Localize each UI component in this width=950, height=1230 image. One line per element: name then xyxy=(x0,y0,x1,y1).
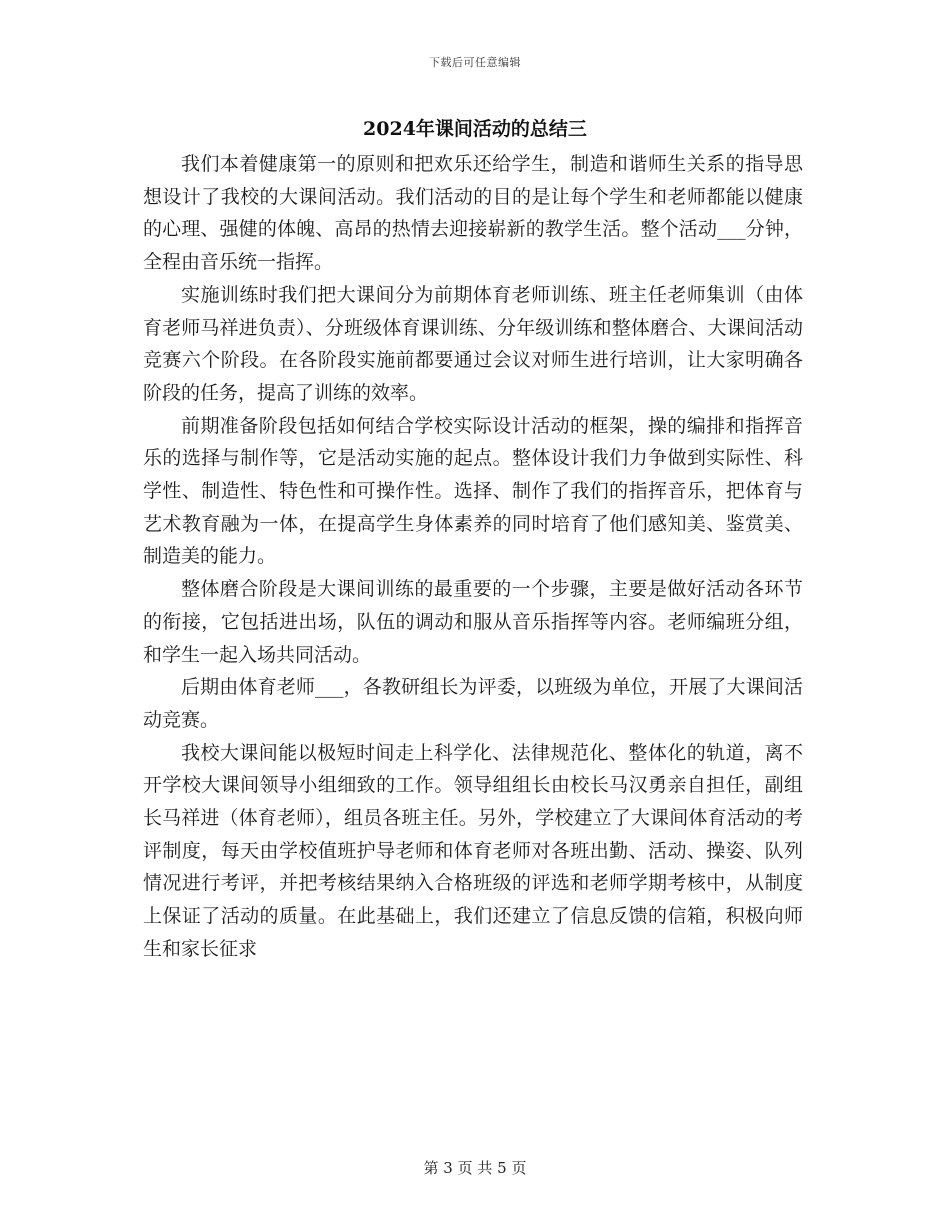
paragraph-3: 前期准备阶段包括如何结合学校实际设计活动的框架，操的编排和指挥音乐的选择与制作等，它是活动实施的起点。整体设计我们力争做到实际性、科学性、制造性、特色性和可操作性。选择、制作了我们的指挥音乐，把体育与艺术教育融为一体，在提高学生身体素养的同时培育了他们感知美、鉴赏美、制造美的能力。 xyxy=(143,414,803,568)
page-number: 第 3 页 共 5 页 xyxy=(423,1159,527,1177)
paragraph-4: 整体磨合阶段是大课间训练的最重要的一个步骤，主要是做好活动各环节的衔接，它包括进出场，队伍的调动和服从音乐指挥等内容。老师编班分组，和学生一起入场共同活动。 xyxy=(143,578,803,666)
paragraph-2: 实施训练时我们把大课间分为前期体育老师训练、班主任老师集训（由体育老师马祥进负责）、分班级体育课训练、分年级训练和整体磨合、大课间活动竞赛六个阶段。在各阶段实施前都要通过会议对师生进行培训，让大家明确各阶段的任务，提高了训练的效率。 xyxy=(143,283,803,404)
document-title: 2024年课间活动的总结三 xyxy=(363,118,587,140)
header-note: 下载后可任意编辑 xyxy=(429,56,521,69)
document-body xyxy=(143,148,803,966)
paragraph-5: 后期由体育老师___，各教研组长为评委，以班级为单位，开展了大课间活动竞赛。 xyxy=(143,676,803,731)
paragraph-1: 我们本着健康第一的原则和把欢乐还给学生，制造和谐师生关系的指导思想设计了我校的大课间活动。我们活动的目的是让每个学生和老师都能以健康的心理、强健的体魄、高昂的热情去迎接崭新的教学生活。整个活动___分钟，全程由音乐统一指挥。 xyxy=(143,153,803,274)
paragraph-6: 我校大课间能以极短时间走上科学化、法律规范化、整体化的轨道，离不开学校大课间领导小组细致的工作。领导组组长由校长马汉勇亲自担任，副组长马祥进（体育老师），组员各班主任。另外，学校建立了大课间体育活动的考评制度，每天由学校值班护导老师和体育老师对各班出勤、活动、操姿、队列情况进行考评，并把考核结果纳入合格班级的评选和老师学期考核中，从制度上保证了活动的质量。在此基础上，我们还建立了信息反馈的信箱，积极向师生和家长征求 xyxy=(143,741,803,960)
